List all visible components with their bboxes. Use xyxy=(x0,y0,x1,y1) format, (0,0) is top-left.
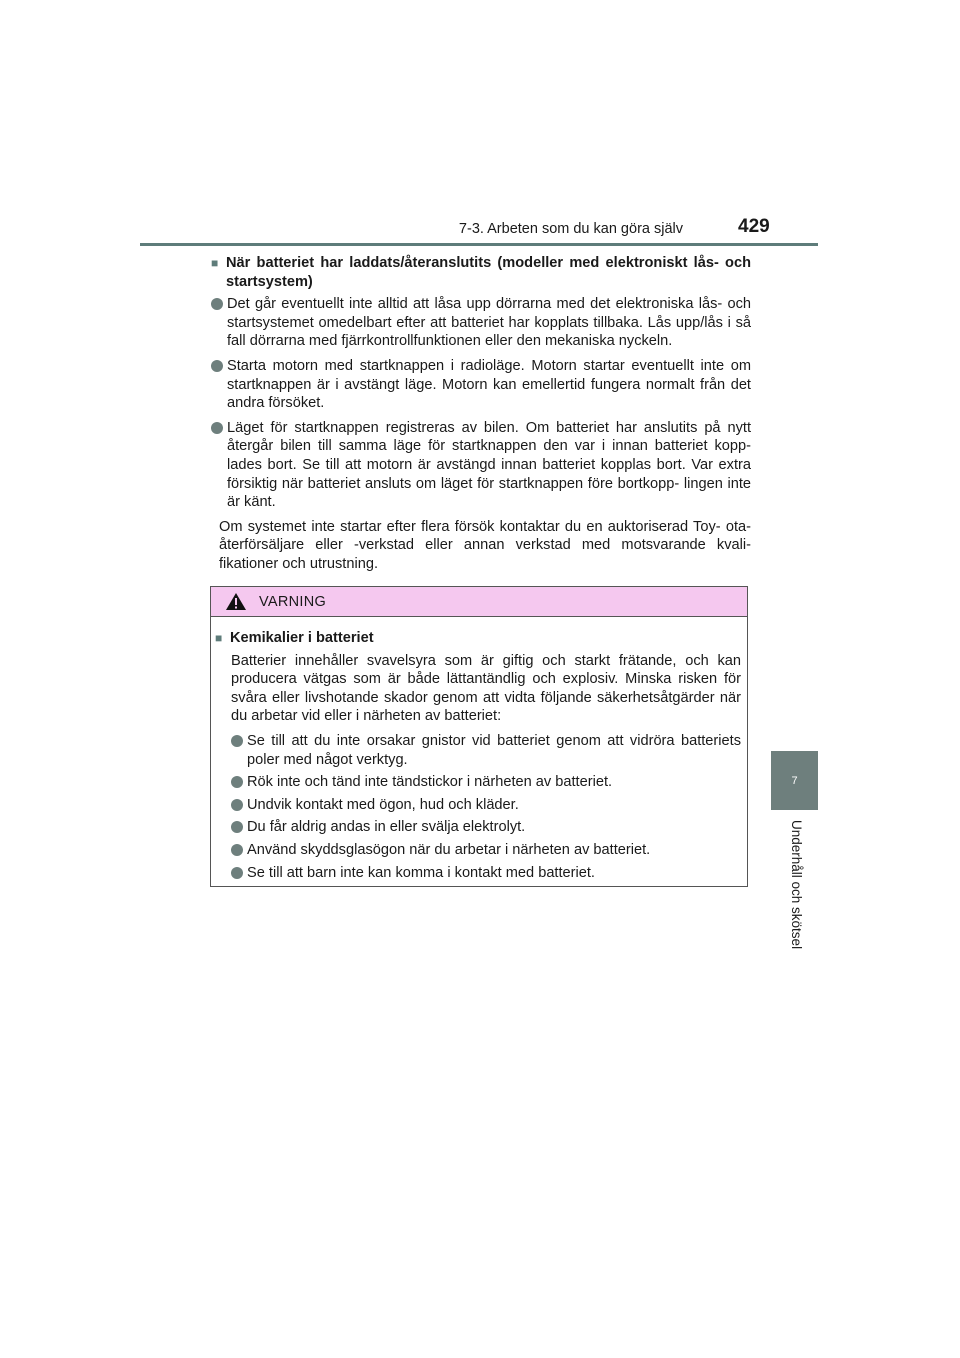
circle-bullet-icon xyxy=(231,776,243,788)
list-item xyxy=(231,841,741,860)
list-item-text: Du får aldrig andas in eller svälja elektrolyt. xyxy=(247,819,526,836)
circle-bullet-icon xyxy=(231,867,243,879)
list-item xyxy=(231,818,741,837)
list-item-text: Det går eventuellt inte alltid att låsa upp dörrarna med det elektroniska lås- och startsystemet omedelbart efter att batteriet har kopplats tillbaka. Lås upp/lås i så fall dörrarna med fjärrkontrollfunktionen eller den mekaniska nyckeln. xyxy=(227,296,751,350)
warning-heading xyxy=(215,629,741,648)
list-item xyxy=(231,796,741,815)
warning-heading-text: Kemikalier i batteriet xyxy=(230,630,374,646)
circle-bullet-icon xyxy=(211,298,223,310)
list-item-text: Starta motorn med startknappen i radioläge. Motorn startar eventuellt inte om startknappen är i avstängt läge. Motorn kan emellertid fungera normalt från det andra försöket. xyxy=(227,357,751,412)
square-bullet-icon: ■ xyxy=(215,631,223,645)
circle-bullet-icon xyxy=(231,844,243,856)
warning-body xyxy=(211,617,747,882)
circle-bullet-icon xyxy=(211,422,223,434)
section-header-title: 7-3. Arbeten som du kan göra själv xyxy=(458,221,683,237)
list-item-text: Rök inte och tänd inte tändstickor i närheten av batteriet. xyxy=(247,774,613,791)
warning-label: VARNING xyxy=(259,593,327,610)
chapter-number: 7 xyxy=(791,774,798,787)
chapter-tab xyxy=(771,751,818,810)
chapter-title: Underhåll och skötsel xyxy=(789,820,804,950)
list-item-text: Läget för startknappen registreras av bilen. Om batteriet har anslutits på nytt återgår bilen till samma läge för startknappen den var i innan batteriet kopp- lades bort. Se till att motorn är avstängd innan batteriet kopplas bort. Var extra försiktig när batteriet ansluts om läget för startknappen före bortkopp- lingen inte är känt. xyxy=(227,419,751,511)
page-number: 429 xyxy=(738,216,770,237)
list-item-text: Undvik kontakt med ögon, hud och kläder. xyxy=(247,796,519,813)
square-bullet-icon: ■ xyxy=(211,256,219,270)
list-item-text: Använd skyddsglasögon när du arbetar i närheten av batteriet. xyxy=(247,841,651,858)
list-item xyxy=(231,732,741,769)
circle-bullet-icon xyxy=(231,821,243,833)
warning-box xyxy=(210,586,748,887)
circle-bullet-icon xyxy=(231,799,243,811)
section-heading-text: När batteriet har laddats/återanslutits (modeller med elektroniskt lås- och startsystem) xyxy=(226,255,751,290)
main-content xyxy=(211,254,751,574)
list-item xyxy=(231,864,741,883)
circle-bullet-icon xyxy=(211,360,223,372)
list-item-text: Se till att du inte orsakar gnistor vid batteriet genom att vidröra batteriets poler med något verktyg. xyxy=(247,732,741,768)
list-item xyxy=(211,357,751,413)
body-paragraph: Om systemet inte startar efter flera försök kontaktar du en auktoriserad Toy- ota-återförsäljare eller -verkstad eller annan verkstad med motsvarande kvali- fikationer och utrustning. xyxy=(219,518,751,572)
list-item xyxy=(231,773,741,792)
list-item xyxy=(211,419,751,512)
list-item-text: Se till att barn inte kan komma i kontakt med batteriet. xyxy=(247,864,595,881)
warning-triangle-icon xyxy=(225,592,247,611)
list-item xyxy=(211,295,751,351)
header-divider xyxy=(140,243,818,246)
circle-bullet-icon xyxy=(231,735,243,747)
warning-header xyxy=(211,587,747,617)
warning-intro: Batterier innehåller svavelsyra som är giftig och starkt frätande, och kan producera vätgas som är både lättantändlig och explosiv. Minska risken för svåra eller livshotande skador genom att vidta följande säkerhetsåtgärder när du arbetar vid eller i närheten av batteriet: xyxy=(231,652,741,725)
section-heading xyxy=(211,254,751,291)
